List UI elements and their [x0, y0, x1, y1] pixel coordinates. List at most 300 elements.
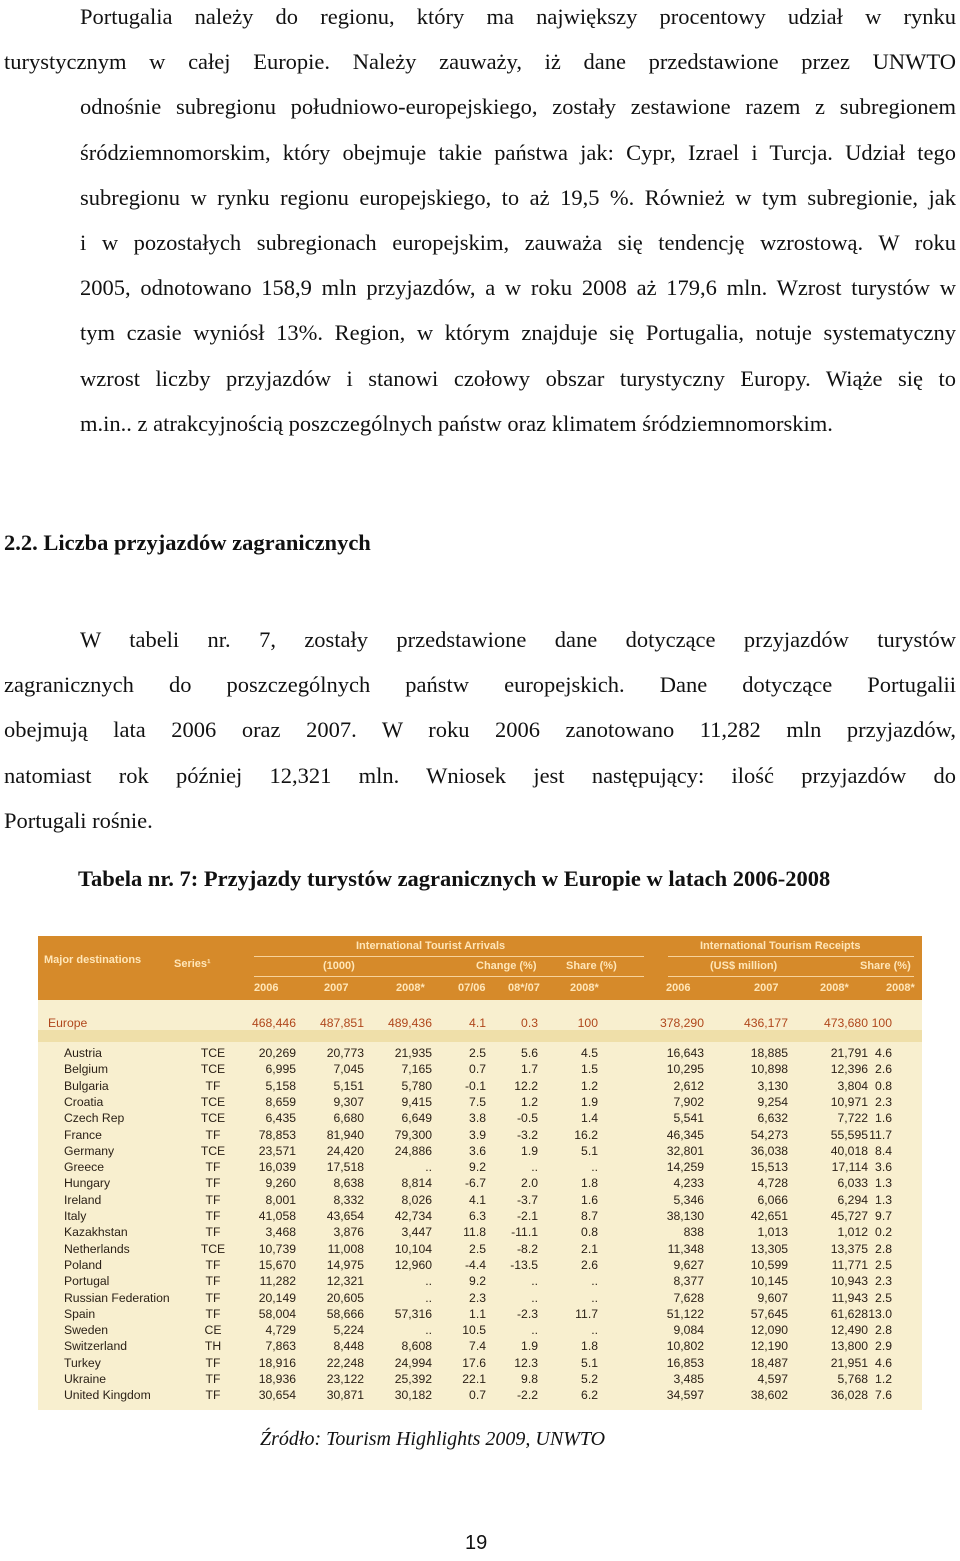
table-cell: 11.8	[463, 1225, 486, 1239]
table-cell: 1.8	[581, 1339, 598, 1353]
table-cell: 24,994	[394, 1356, 432, 1370]
table-cell: 1.9	[521, 1144, 538, 1158]
table-cell: 13,305	[750, 1242, 788, 1256]
country-name: Bulgaria	[64, 1079, 109, 1093]
header-arrivals-unit: (1000)	[323, 960, 355, 972]
table-cell: ..	[425, 1291, 432, 1305]
table-cell: 10,802	[666, 1339, 704, 1353]
table-cell: 30,871	[326, 1388, 364, 1402]
table-cell: 5,158	[265, 1079, 296, 1093]
table-cell: TF	[205, 1160, 221, 1174]
table-cell: 12.3	[514, 1356, 538, 1370]
table-cell: 3.6	[469, 1144, 486, 1158]
table-cell: 7,628	[673, 1291, 704, 1305]
page-number: 19	[465, 1532, 488, 1554]
table-cell: 9,084	[673, 1323, 704, 1337]
table-cell: 40,018	[830, 1144, 868, 1158]
table-cell: -2.3	[516, 1307, 538, 1321]
table-cell: 18,936	[258, 1372, 296, 1386]
header-receipts-unit: (US$ million)	[710, 960, 778, 972]
table-cell: 8,001	[265, 1193, 296, 1207]
table-cell: 7.6	[875, 1388, 892, 1402]
table-cell: 22.1	[462, 1372, 486, 1386]
table-cell: 61,628	[830, 1307, 868, 1321]
table-cell: 45,727	[830, 1209, 868, 1223]
table-cell: ..	[531, 1291, 538, 1305]
table-cell: 3.6	[875, 1160, 892, 1174]
table-cell: 24,420	[326, 1144, 364, 1158]
table-cell: 5.1	[581, 1356, 598, 1370]
paragraph-line: tym czasie wyniósł 13%. Region, w którym znajduje się Portugalia, notuje systematyczny	[80, 320, 956, 346]
table-cell: 41,058	[258, 1209, 296, 1223]
table-cell: 1.2	[875, 1372, 892, 1386]
table-cell: 1.9	[581, 1095, 598, 1109]
table-cell: 3,447	[401, 1225, 432, 1239]
section-heading: 2.2. Liczba przyjazdów zagranicznych	[4, 530, 371, 555]
table-cell: 8.7	[581, 1209, 598, 1223]
table-cell: 46,345	[666, 1128, 704, 1142]
country-name: Portugal	[64, 1274, 110, 1288]
table-cell: ..	[425, 1323, 432, 1337]
country-name: Hungary	[64, 1176, 111, 1190]
table-cell: 8,026	[401, 1193, 432, 1207]
table-cell: 1.8	[581, 1176, 598, 1190]
table-cell: 15,513	[750, 1160, 788, 1174]
table-cell: 5.2	[581, 1372, 598, 1386]
header-col: 2007	[324, 982, 349, 994]
table-cell: 9,627	[673, 1258, 704, 1272]
table-cell: 79,300	[394, 1128, 432, 1142]
table-cell: TF	[205, 1079, 221, 1093]
table-cell: 6,033	[837, 1176, 868, 1190]
header-col: 2008*	[570, 982, 599, 994]
table-cell: 12,490	[830, 1323, 868, 1337]
table-cell: 8,332	[333, 1193, 364, 1207]
table-cell: 1,013	[757, 1225, 788, 1239]
table-cell: 0.7	[469, 1062, 486, 1076]
table-cell: 2.5	[875, 1258, 892, 1272]
table-cell: 10.5	[462, 1323, 486, 1337]
table-cell: 2.0	[521, 1176, 538, 1190]
table-cell: 436,177	[743, 1016, 788, 1030]
table-cell: TF	[205, 1209, 221, 1223]
paragraph-line: odnośnie subregionu południowo-europejskiego, zostały zestawione razem z subregionem	[80, 94, 956, 120]
table-intro-paragraph	[4, 617, 956, 843]
table-cell: 11,771	[831, 1258, 868, 1272]
paragraph-line: subregionu w rynku regionu europejskiego, to aż 19,5 %. Również w tym subregionie, jak	[80, 184, 956, 210]
table-cell: 2.5	[469, 1046, 486, 1060]
table-cell: 11,348	[667, 1242, 704, 1256]
table-cell: 57,316	[394, 1307, 432, 1321]
table-cell: 2.9	[875, 1339, 892, 1353]
country-name: Croatia	[64, 1095, 104, 1109]
table-cell: 34,597	[666, 1388, 704, 1402]
country-name: Greece	[64, 1160, 104, 1174]
table-cell: 25,392	[394, 1372, 432, 1386]
table-cell: 42,651	[750, 1209, 788, 1223]
table-cell: 10,145	[750, 1274, 788, 1288]
table-cell: 3,876	[333, 1225, 364, 1239]
paragraph-line: m.in.. z atrakcyjnością poszczególnych państw oraz klimatem śródziemnomorskim.	[80, 410, 833, 436]
table-cell: TCE	[200, 1046, 226, 1060]
header-major-destinations: Major destinations	[44, 954, 142, 966]
header-divider	[668, 976, 914, 977]
table-cell: 6.2	[581, 1388, 598, 1402]
table-cell: -3.7	[516, 1193, 538, 1207]
table-cell: 13.0	[868, 1307, 892, 1321]
table-cell: 4,233	[673, 1176, 704, 1190]
header-col: 08*/07	[508, 982, 540, 994]
table-cell: 5,541	[673, 1111, 704, 1125]
table-cell: 1.6	[581, 1193, 598, 1207]
table-cell: 81,940	[326, 1128, 364, 1142]
table-cell: 487,851	[319, 1016, 364, 1030]
table-cell: 17.6	[462, 1356, 486, 1370]
table-cell: 2.5	[875, 1291, 892, 1305]
header-col: 2007	[754, 982, 779, 994]
table-cell: 5,151	[333, 1079, 364, 1093]
table-cell: 8,377	[673, 1274, 704, 1288]
table-cell: 3.9	[469, 1128, 486, 1142]
header-series: Series¹	[174, 958, 211, 970]
table-cell: 4.6	[875, 1046, 892, 1060]
table-cell: 5.1	[581, 1144, 598, 1158]
table-cell: 5,346	[673, 1193, 704, 1207]
table-cell: 3,130	[757, 1079, 788, 1093]
table-cell: -2.2	[516, 1388, 538, 1402]
table-cell: 7,902	[673, 1095, 704, 1109]
table-cell: 1.6	[875, 1111, 892, 1125]
country-name: Italy	[64, 1209, 87, 1223]
table-cell: 3,485	[673, 1372, 704, 1386]
country-name: Europe	[48, 1016, 88, 1030]
header-share: Share (%)	[566, 960, 617, 972]
table-cell: 57,645	[750, 1307, 788, 1321]
table-cell: 2.5	[469, 1242, 486, 1256]
table-cell: 4.6	[875, 1356, 892, 1370]
table-cell: 4.1	[469, 1193, 486, 1207]
table-cell: TF	[205, 1128, 221, 1142]
table-cell: 58,666	[326, 1307, 364, 1321]
paragraph-line: śródziemnomorskim, który obejmuje takie państwa jak: Cypr, Izrael i Turcja. Udział tego	[80, 139, 956, 165]
table-cell: 16.2	[574, 1128, 598, 1142]
table-cell: 5.6	[521, 1046, 538, 1060]
paragraph-line: turystycznym w całej Europie. Należy zauważy, iż dane przedstawione przez UNWTO	[4, 49, 956, 75]
table-cell: -0.5	[516, 1111, 538, 1125]
table-cell: 1.1	[469, 1307, 486, 1321]
table-cell: 100	[577, 1016, 598, 1030]
table-cell: 6.3	[469, 1209, 486, 1223]
table-cell: 1.2	[521, 1095, 538, 1109]
country-name: Poland	[64, 1258, 102, 1272]
table-cell: -2.1	[516, 1209, 538, 1223]
table-cell: ..	[425, 1274, 432, 1288]
header-change: Change (%)	[476, 960, 537, 972]
header-divider	[668, 956, 914, 957]
table-cell: 12,190	[750, 1339, 788, 1353]
table-cell: 13,375	[830, 1242, 868, 1256]
table-cell: 9,254	[757, 1095, 788, 1109]
table-cell: 4.1	[469, 1016, 486, 1030]
table-cell: TF	[205, 1388, 221, 1402]
country-name: Switzerland	[64, 1339, 127, 1353]
table-cell: 0.2	[875, 1225, 892, 1239]
table-cell: 9.2	[469, 1274, 486, 1288]
country-name: Belgium	[64, 1062, 109, 1076]
table-cell: 4,728	[757, 1176, 788, 1190]
table-cell: 18,885	[750, 1046, 788, 1060]
table-cell: 17,518	[326, 1160, 364, 1174]
table-cell: 12,960	[394, 1258, 432, 1272]
table-cell: 16,853	[666, 1356, 704, 1370]
paragraph-line: zagranicznych do poszczególnych państw europejskich. Dane dotyczące Portugalii	[4, 672, 956, 698]
table-cell: 5,780	[401, 1079, 432, 1093]
country-name: Ukraine	[64, 1372, 106, 1386]
table-cell: ..	[591, 1160, 598, 1174]
table-cell: ..	[531, 1323, 538, 1337]
table-cell: 8,608	[401, 1339, 432, 1353]
table-cell: 21,951	[830, 1356, 868, 1370]
table-cell: TCE	[200, 1242, 226, 1256]
table-cell: -4.4	[464, 1258, 486, 1272]
table-cell: 18,916	[258, 1356, 296, 1370]
table-cell: 21,935	[394, 1046, 432, 1060]
country-name: Kazakhstan	[64, 1225, 128, 1239]
table-cell: 5,768	[837, 1372, 868, 1386]
table-cell: 38,602	[750, 1388, 788, 1402]
table-cell: 18,487	[750, 1356, 788, 1370]
table-cell: 9.2	[469, 1160, 486, 1174]
table-cell: 7.4	[469, 1339, 486, 1353]
table-cell: 2.1	[581, 1242, 598, 1256]
country-name: Spain	[64, 1307, 96, 1321]
header-col: 2008*	[396, 982, 425, 994]
table-cell: 54,273	[750, 1128, 788, 1142]
table-cell: 3,804	[837, 1079, 868, 1093]
table-cell: 8,659	[265, 1095, 296, 1109]
table-cell: 6,995	[265, 1062, 296, 1076]
table-cell: 30,182	[394, 1388, 432, 1402]
table-cell: 5,224	[333, 1323, 364, 1337]
table-cell: TCE	[200, 1062, 226, 1076]
table-cell: 10,739	[258, 1242, 296, 1256]
table-cell: 10,599	[750, 1258, 788, 1272]
header-col: 2008*	[820, 982, 849, 994]
table-cell: 1.9	[521, 1339, 538, 1353]
table-cell: -11.1	[511, 1225, 538, 1239]
table-cell: 11.7	[575, 1307, 598, 1321]
table-cell: 9,260	[265, 1176, 296, 1190]
table-cell: 489,436	[387, 1016, 432, 1030]
table-cell: 17,114	[831, 1160, 868, 1174]
table-cell: 14,975	[326, 1258, 364, 1272]
header-col: 2006	[666, 982, 691, 994]
paragraph-line: W tabeli nr. 7, zostały przedstawione dane dotyczące przyjazdów turystów	[80, 627, 956, 652]
table-cell: 0.3	[521, 1016, 538, 1030]
table-cell: 378,290	[659, 1016, 704, 1030]
table-cell: 9,607	[757, 1291, 788, 1305]
table-cell: 6,066	[757, 1193, 788, 1207]
table-cell: TF	[205, 1274, 221, 1288]
paragraph-line: wzrost liczby przyjazdów i stanowi czołowy obszar turystyczny Europy. Wiąże się to	[80, 365, 956, 391]
header-col: 2006	[254, 982, 279, 994]
table-cell: 1.5	[581, 1062, 598, 1076]
table-cell: 23,571	[258, 1144, 296, 1158]
table-cell: 7,722	[837, 1111, 868, 1125]
table-cell: 20,605	[326, 1291, 364, 1305]
header-col: 2008*	[886, 982, 915, 994]
table-cell: 8.4	[875, 1144, 892, 1158]
table-cell: -0.1	[464, 1079, 486, 1093]
table-cell: 20,269	[258, 1046, 296, 1060]
table-cell: -3.2	[516, 1128, 538, 1142]
table-cell: ..	[591, 1291, 598, 1305]
header-receipts-share: Share (%)	[860, 960, 911, 972]
table-cell: TCE	[200, 1144, 226, 1158]
table-cell: 12,090	[750, 1323, 788, 1337]
table-cell: 10,943	[830, 1274, 868, 1288]
table-cell: 20,149	[258, 1291, 296, 1305]
table-cell: TH	[204, 1339, 222, 1353]
table-cell: 4,597	[757, 1372, 788, 1386]
table-caption: Tabela nr. 7: Przyjazdy turystów zagranicznych w Europie w latach 2006-2008	[78, 866, 831, 891]
table-cell: 0.7	[469, 1388, 486, 1402]
table-cell: 4,729	[265, 1323, 296, 1337]
table-cell: 4.5	[581, 1046, 598, 1060]
table-cell: CE	[204, 1323, 222, 1337]
table-cell: 23,122	[326, 1372, 364, 1386]
table-cell: ..	[591, 1323, 598, 1337]
header-divider	[254, 976, 644, 977]
table-cell: 838	[683, 1225, 704, 1239]
table-cell: 100	[871, 1016, 892, 1030]
table-cell: 10,971	[830, 1095, 868, 1109]
table-cell: 16,643	[666, 1046, 704, 1060]
header-divider	[254, 956, 644, 957]
table-cell: 6,435	[265, 1111, 296, 1125]
table-cell: 7,045	[333, 1062, 364, 1076]
table-cell: 12,321	[326, 1274, 364, 1288]
table-cell: 0.8	[581, 1225, 598, 1239]
table-cell: 11,282	[259, 1274, 296, 1288]
table-cell: ..	[531, 1274, 538, 1288]
table-cell: 9.7	[875, 1209, 892, 1223]
table-cell: TF	[205, 1307, 221, 1321]
table-cell: 2.3	[875, 1274, 892, 1288]
table-cell: 6,649	[401, 1111, 432, 1125]
table-cell: 6,632	[757, 1111, 788, 1125]
table-cell: 3,468	[265, 1225, 296, 1239]
table-cell: TCE	[200, 1111, 226, 1125]
country-name: Russian Federation	[64, 1291, 170, 1305]
intro-paragraph	[4, 0, 956, 446]
table-cell: 9,307	[333, 1095, 364, 1109]
table-cell: 11,008	[327, 1242, 364, 1256]
table-cell: 8,638	[333, 1176, 364, 1190]
country-name: Austria	[64, 1046, 102, 1060]
table-cell: 8,814	[401, 1176, 432, 1190]
table-cell: 11,943	[831, 1291, 868, 1305]
table-cell: 0.8	[875, 1079, 892, 1093]
tourism-arrivals-table	[38, 936, 922, 1410]
paragraph-line: natomiast rok później 12,321 mln. Wniosek jest następujący: ilość przyjazdów do	[4, 762, 956, 788]
country-name: United Kingdom	[64, 1388, 151, 1402]
table-cell: TCE	[200, 1095, 226, 1109]
table-cell: 30,654	[258, 1388, 296, 1402]
table-cell: 1.4	[581, 1111, 598, 1125]
table-cell: 2.8	[875, 1242, 892, 1256]
table-cell: TF	[205, 1372, 221, 1386]
table-cell: 58,004	[258, 1307, 296, 1321]
table-source: Źródło: Tourism Highlights 2009, UNWTO	[260, 1428, 606, 1450]
table-cell: 6,294	[837, 1193, 868, 1207]
table-cell: 16,039	[258, 1160, 296, 1174]
table-cell: 24,886	[394, 1144, 432, 1158]
table-cell: ..	[591, 1274, 598, 1288]
table-cell: 2.3	[469, 1291, 486, 1305]
header-col: 07/06	[458, 982, 486, 994]
table-cell: 7,863	[265, 1339, 296, 1353]
country-name: France	[64, 1128, 102, 1142]
table-cell: 468,446	[251, 1016, 296, 1030]
table-cell: -8.2	[516, 1242, 538, 1256]
table-cell: 51,122	[666, 1307, 704, 1321]
table-cell: TF	[205, 1176, 221, 1190]
table-band	[38, 1030, 922, 1042]
paragraph-line: 2005, odnotowano 158,9 mln przyjazdów, a w roku 2008 aż 179,6 mln. Wzrost turystów w	[80, 275, 956, 301]
paragraph-line: Portugali rośnie.	[4, 807, 153, 833]
table-cell: 1,012	[837, 1225, 868, 1239]
table-cell: TF	[205, 1258, 221, 1272]
table-cell: 20,773	[326, 1046, 364, 1060]
table-cell: 78,853	[258, 1128, 296, 1142]
table-cell: 1.3	[875, 1193, 892, 1207]
table-cell: -6.7	[464, 1176, 486, 1190]
country-name: Netherlands	[64, 1242, 130, 1256]
table-cell: 2.3	[875, 1095, 892, 1109]
table-cell: 11.7	[869, 1128, 892, 1142]
table-cell: 473,680	[823, 1016, 868, 1030]
table-cell: 43,654	[326, 1209, 364, 1223]
table-cell: ..	[425, 1160, 432, 1174]
country-name: Turkey	[64, 1356, 101, 1370]
table-cell: TF	[205, 1291, 221, 1305]
table-cell: 8,448	[333, 1339, 364, 1353]
table-cell: 36,028	[830, 1388, 868, 1402]
table-cell: 2.6	[581, 1258, 598, 1272]
country-name: Czech Rep	[64, 1111, 125, 1125]
table-cell: ..	[531, 1160, 538, 1174]
table-cell: 13,800	[830, 1339, 868, 1353]
table-cell: 32,801	[666, 1144, 704, 1158]
table-cell: 36,038	[750, 1144, 788, 1158]
table-cell: 10,898	[750, 1062, 788, 1076]
table-cell: 1.7	[521, 1062, 538, 1076]
table-cell: 1.2	[581, 1079, 598, 1093]
paragraph-line: obejmują lata 2006 oraz 2007. W roku 2006 zanotowano 11,282 mln przyjazdów,	[4, 717, 956, 743]
table-cell: 9.8	[521, 1372, 538, 1386]
table-cell: 7.5	[469, 1095, 486, 1109]
table-cell: 6,680	[333, 1111, 364, 1125]
country-name: Germany	[64, 1144, 115, 1158]
table-cell: 12.2	[514, 1079, 538, 1093]
header-receipts-title: International Tourism Receipts	[700, 940, 861, 952]
table-cell: -13.5	[510, 1258, 538, 1272]
paragraph-line: Portugalia należy do regionu, który ma największy procentowy udział w rynku	[80, 4, 956, 29]
table-cell: 21,791	[830, 1046, 868, 1060]
table-cell: TF	[205, 1225, 221, 1239]
table-cell: 38,130	[666, 1209, 704, 1223]
